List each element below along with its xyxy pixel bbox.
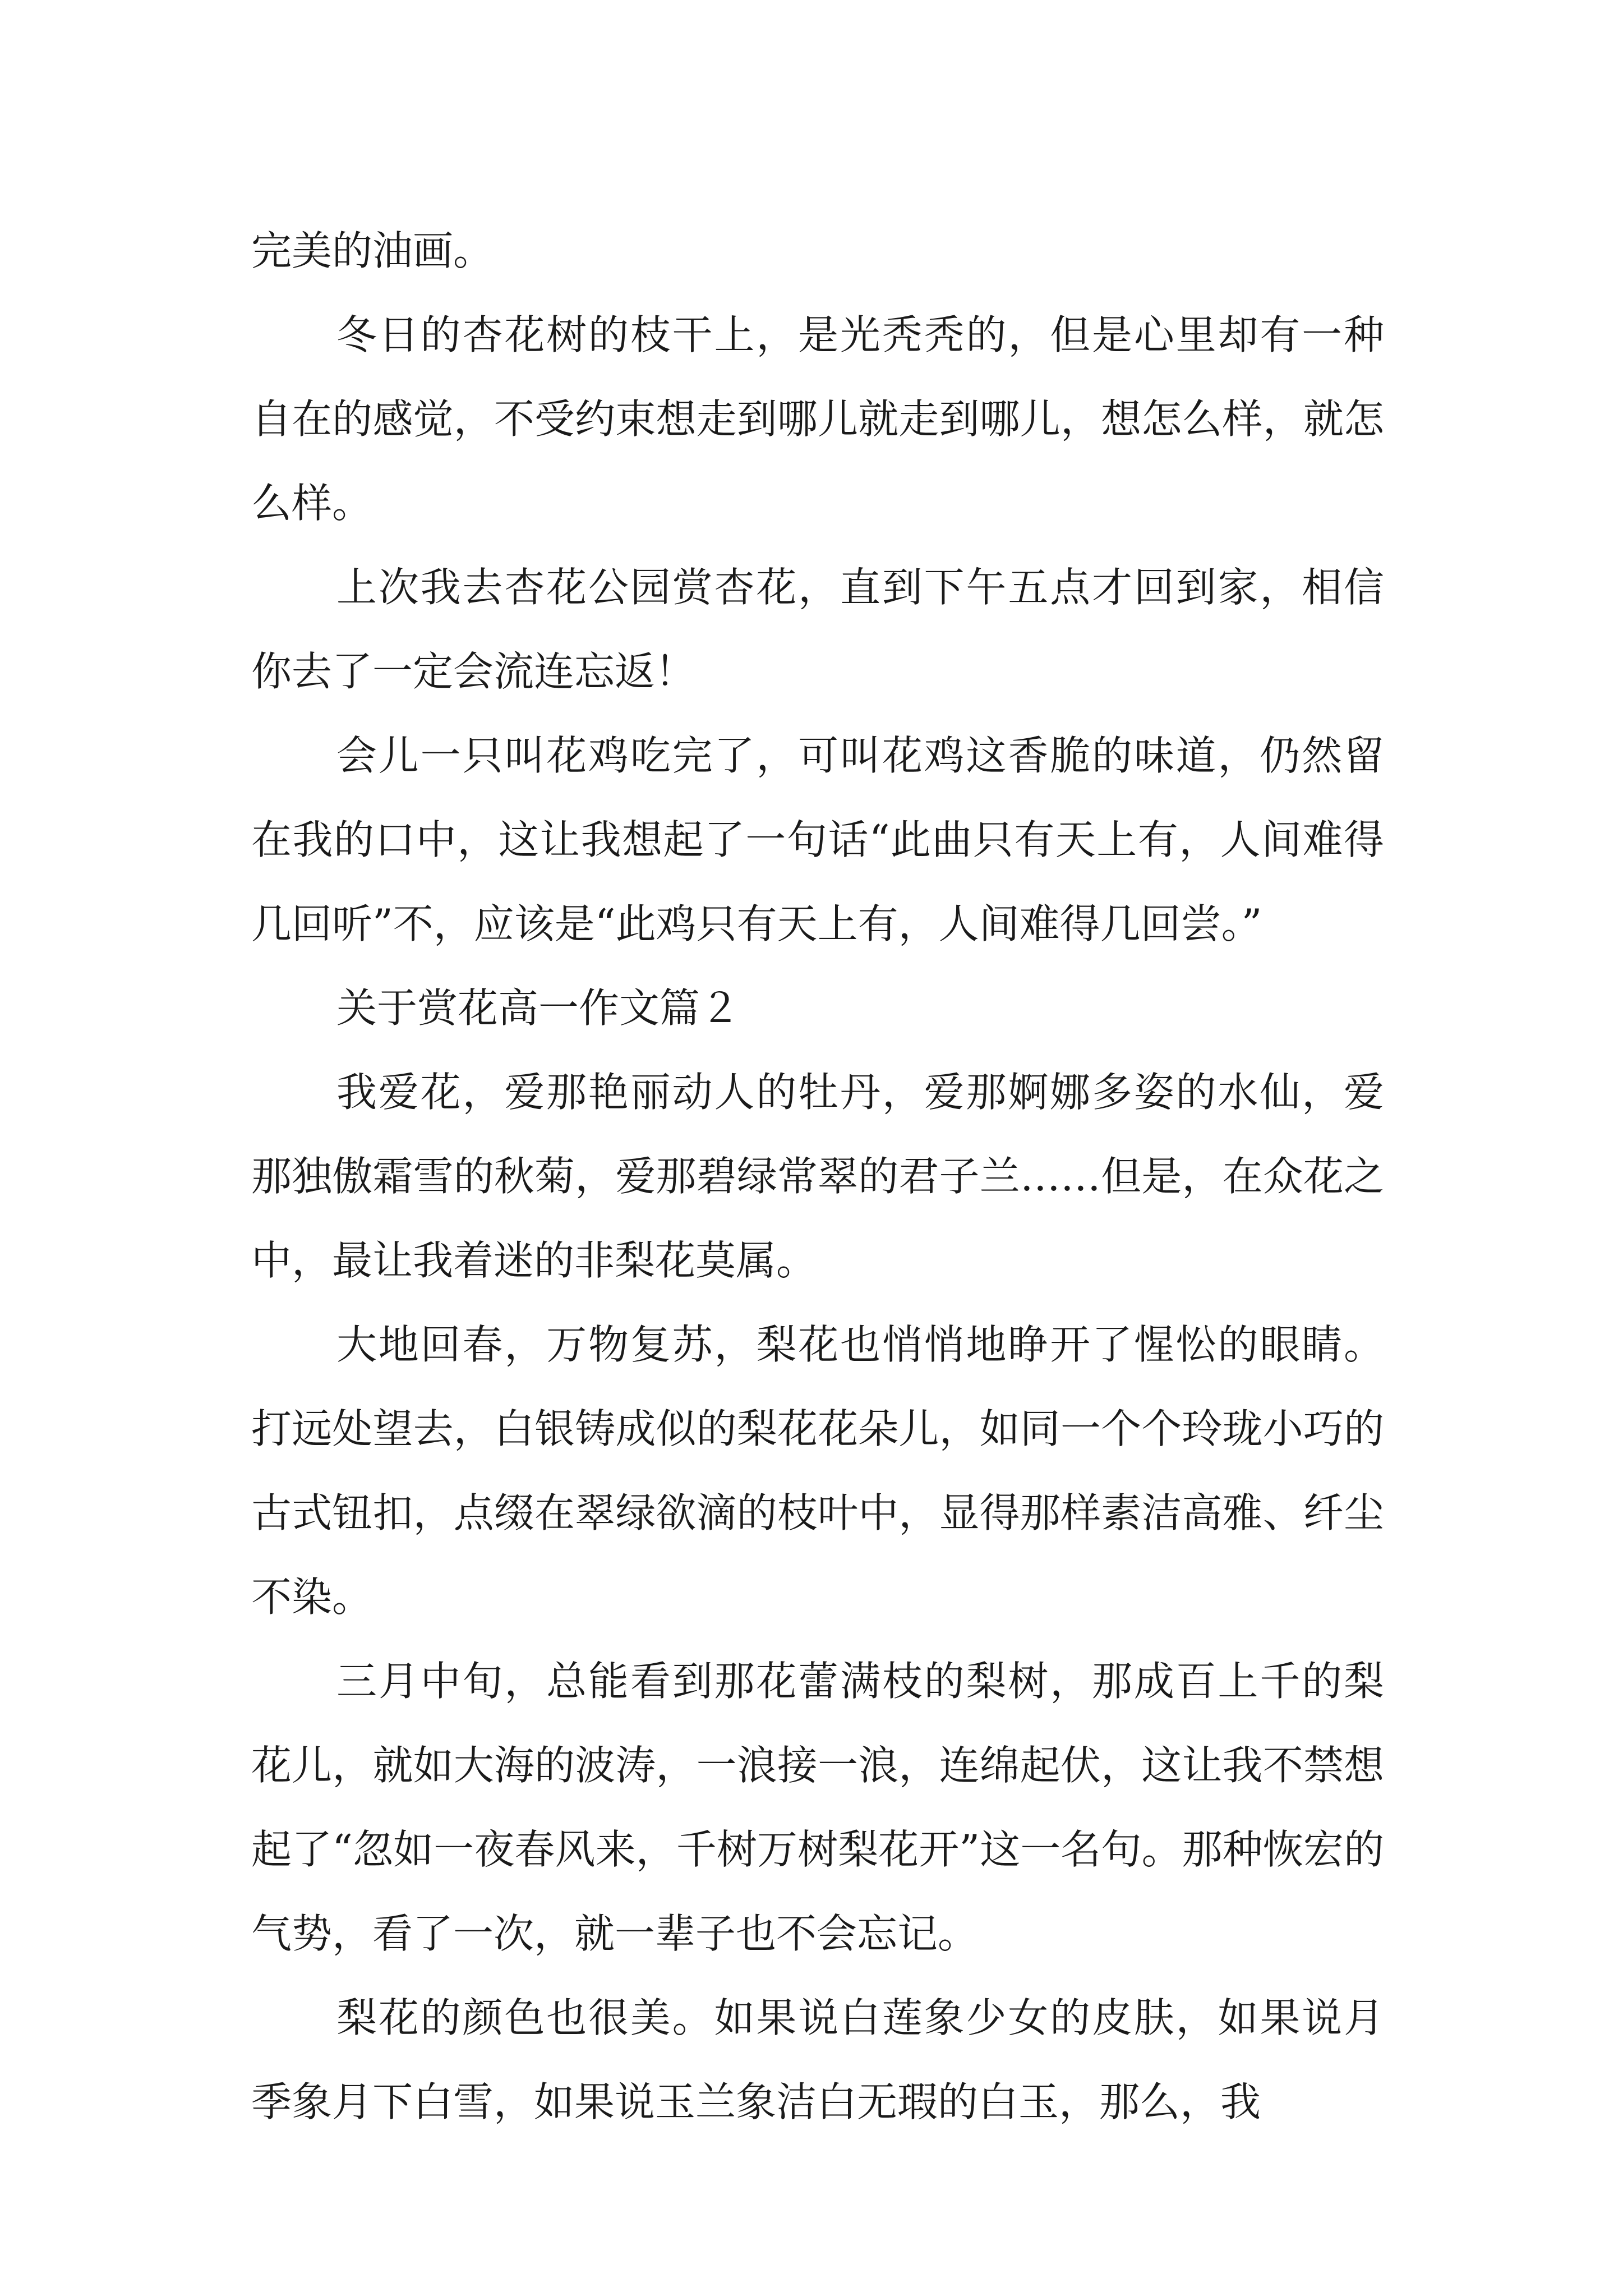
paragraph-2: 冬日的杏花树的枝干上，是光秃秃的，但是心里却有一种自在的感觉，不受约束想走到哪儿就走到哪儿，想怎么样，就怎么样。 xyxy=(251,311,1384,527)
paragraph-7: 三月中旬，总能看到那花蕾满枝的梨树，那成百上千的梨花儿，就如大海的波涛，一浪接一浪，连绵起伏，这让我不禁想起了“忽如一夜春风来，千树万树梨花开”这一名句。那种恢宏的气势，看了一次，就一辈子也不会忘记。 xyxy=(251,1658,1384,1957)
paragraph-1: 完美的油画。 xyxy=(251,227,494,274)
section-heading: 关于赏花高一作文篇２ xyxy=(336,984,741,1032)
paragraph-8: 梨花的颜色也很美。如果说白莲象少女的皮肤，如果说月季象月下白雪，如果说玉兰象洁白无瑕的白玉，那么，我 xyxy=(251,1994,1384,2125)
paragraph-3: 上次我去杏花公园赏杏花，直到下午五点才回到家，相信你去了一定会流连忘返！ xyxy=(251,564,1384,695)
paragraph-5: 我爱花，爱那艳丽动人的牡丹，爱那婀娜多姿的水仙，爱那独傲霜雪的秋菊，爱那碧绿常翠的君子兰……但是，在众花之中，最让我着迷的非梨花莫属。 xyxy=(251,1069,1384,1284)
paragraph-6: 大地回春，万物复苏，梨花也悄悄地睁开了惺忪的眼睛。打远处望去，白银铸成似的梨花花朵儿，如同一个个玲珑小巧的古式钮扣，点缀在翠绿欲滴的枝叶中，显得那样素洁高雅、纤尘不染。 xyxy=(251,1321,1384,1621)
paragraph-4: 会儿一只叫花鸡吃完了，可叫花鸡这香脆的味道，仍然留在我的口中，这让我想起了一句话“此曲只有天上有，人间难得几回听”不，应该是“此鸡只有天上有，人间难得几回尝。” xyxy=(251,732,1384,947)
document-body xyxy=(251,209,1384,2144)
